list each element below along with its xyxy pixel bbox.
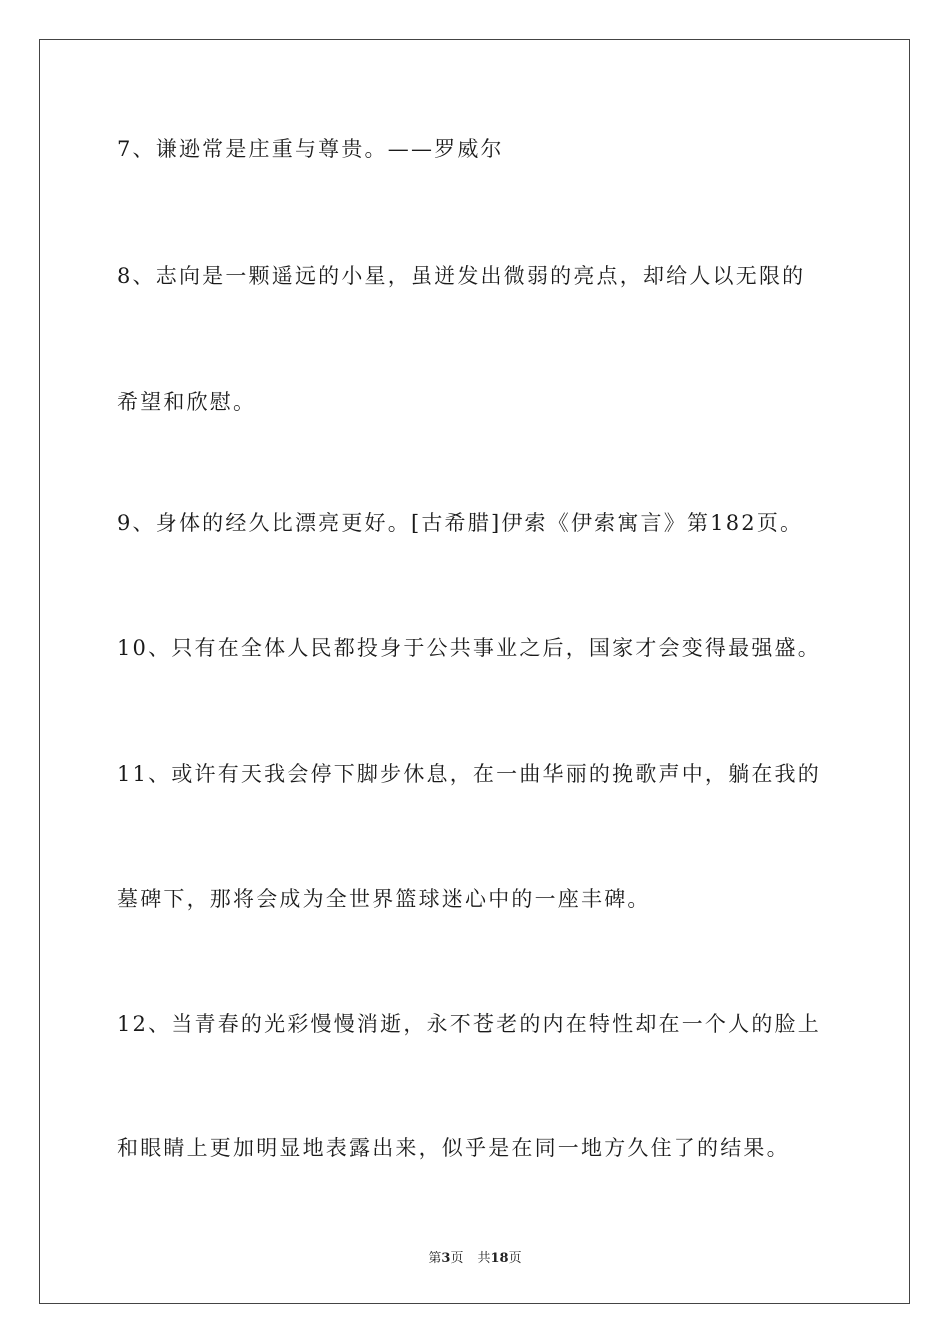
footer-page-number: 3 (441, 1251, 451, 1266)
page-footer (0, 1247, 950, 1266)
quote-11-line-1: 11、或许有天我会停下脚步休息，在一曲华丽的挽歌声中，躺在我的 (117, 762, 821, 786)
quote-8-line-2: 希望和欣慰。 (117, 390, 257, 414)
footer-total-prefix: 共 (477, 1251, 491, 1266)
page-border (39, 39, 910, 1304)
footer-total-pages: 18 (490, 1251, 509, 1266)
quote-12-line-2: 和眼睛上更加明显地表露出来，似乎是在同一地方久住了的结果。 (117, 1136, 790, 1160)
footer-prefix: 第 (428, 1251, 442, 1266)
quote-7: 7、谦逊常是庄重与尊贵。——罗威尔 (117, 137, 504, 161)
quote-9: 9、身体的经久比漂亮更好。[古希腊]伊索《伊索寓言》第182页。 (117, 511, 804, 535)
quote-11-line-2: 墓碑下，那将会成为全世界篮球迷心中的一座丰碑。 (117, 887, 651, 911)
footer-total-suffix: 页 (508, 1251, 522, 1266)
footer-page-suffix: 页 (450, 1251, 464, 1266)
quote-12-line-1: 12、当青春的光彩慢慢消逝，永不苍老的内在特性却在一个人的脸上 (117, 1012, 821, 1036)
quote-8-line-1: 8、志向是一颗遥远的小星，虽迸发出微弱的亮点，却给人以无限的 (117, 264, 806, 288)
quote-10: 10、只有在全体人民都投身于公共事业之后，国家才会变得最强盛。 (117, 636, 821, 660)
